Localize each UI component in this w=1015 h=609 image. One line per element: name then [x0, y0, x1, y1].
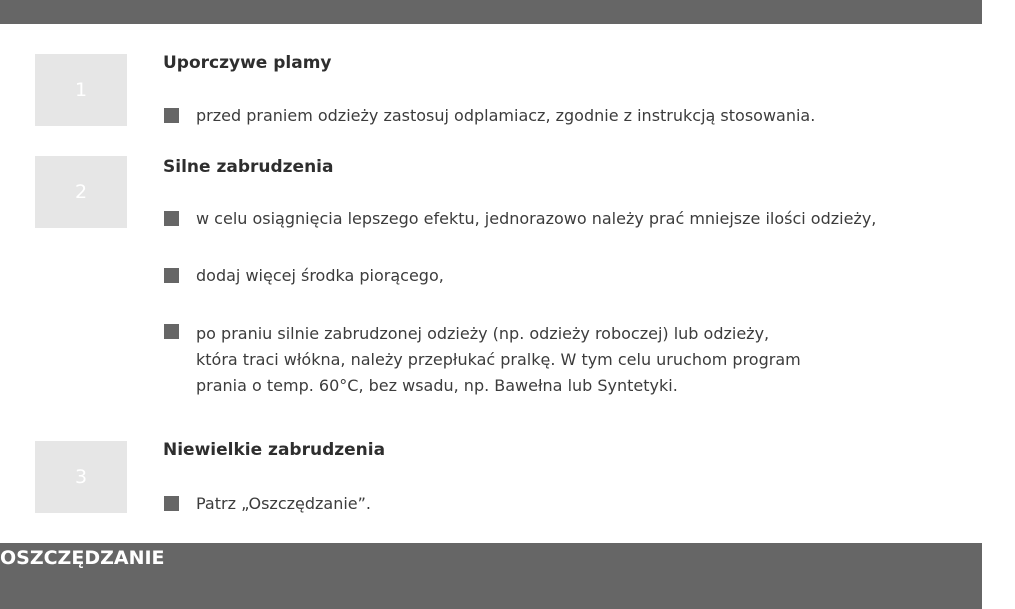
- square-bullet-icon: [164, 108, 179, 123]
- list-item-text: [196, 105, 815, 127]
- step-number: 1: [74, 79, 88, 101]
- list-item-text: [196, 321, 801, 399]
- list-item-line: która traci włókna, należy przepłukać pralkę. W tym celu uruchom program: [196, 350, 801, 369]
- step-number: 3: [74, 466, 88, 488]
- step-number: 2: [74, 181, 88, 203]
- step-number-box-2: [35, 156, 127, 228]
- list-item: [164, 493, 371, 515]
- list-item-line: prania o temp. 60°C, bez wsadu, np. Bawełna lub Syntetyki.: [196, 376, 678, 395]
- list-item: [164, 208, 876, 230]
- list-item: [164, 321, 801, 399]
- step-heading-1: Uporczywe plamy: [163, 53, 332, 73]
- list-item-line: w celu osiągnięcia lepszego efektu, jednorazowo należy prać mniejsze ilości odzieży,: [196, 209, 877, 228]
- list-item-text: [196, 208, 876, 230]
- list-item-text: [196, 493, 371, 515]
- list-item-line: po praniu silnie zabrudzonej odzieży (np. odzieży roboczej) lub odzieży,: [196, 324, 770, 343]
- section-title: OSZCZĘDZANIE: [0, 547, 165, 569]
- list-item: [164, 105, 815, 127]
- list-item-line: Patrz „Oszczędzanie”.: [196, 494, 372, 513]
- step-number-box-1: [35, 54, 127, 126]
- step-heading-3: Niewielkie zabrudzenia: [163, 440, 386, 460]
- square-bullet-icon: [164, 211, 179, 226]
- list-item-text: [196, 265, 444, 287]
- step-number-box-3: [35, 441, 127, 513]
- section-header-bar: [0, 543, 982, 609]
- square-bullet-icon: [164, 324, 179, 339]
- square-bullet-icon: [164, 268, 179, 283]
- square-bullet-icon: [164, 496, 179, 511]
- list-item-line: przed praniem odzieży zastosuj odplamiacz, zgodnie z instrukcją stosowania.: [196, 106, 816, 125]
- step-heading-2: Silne zabrudzenia: [163, 157, 334, 177]
- list-item: [164, 265, 444, 287]
- list-item-line: dodaj więcej środka piorącego,: [196, 266, 444, 285]
- top-header-bar: [0, 0, 982, 24]
